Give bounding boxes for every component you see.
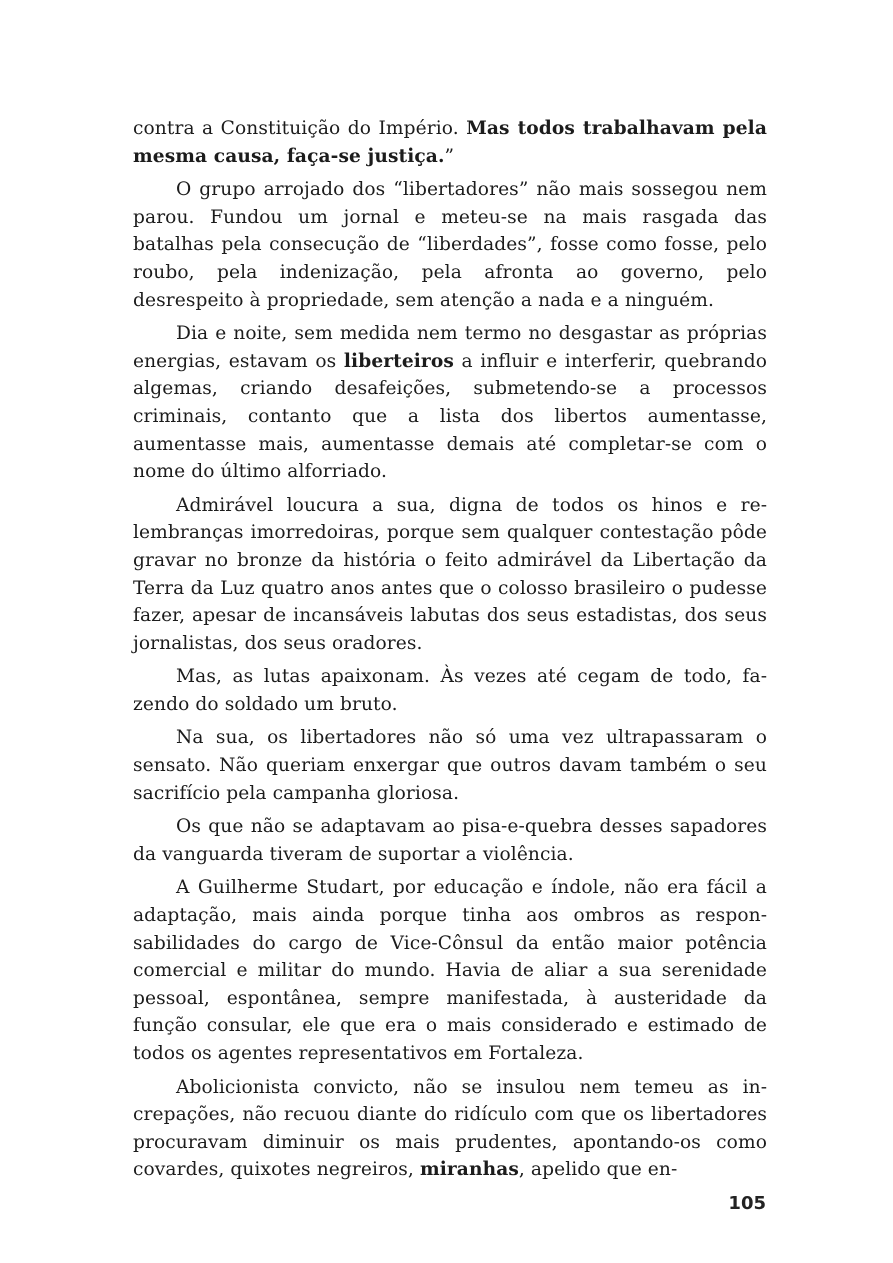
bold-run: Mas todos trabalhavam pela mesma causa, faça-se justiça. — [133, 118, 767, 167]
text-run: Abolicionista convicto, não se insulou nem temeu as increpações, não recuou diante do ridículo com que os libertadores procuravam diminuir os mais prudentes, apontando-os como covardes, quixotes negreiros, — [133, 1076, 767, 1181]
paragraph — [133, 663, 767, 718]
paragraph — [133, 176, 767, 314]
text-run: A Guilherme Studart, por educação e índole, não era fácil a adaptação, mais ainda porque tinha aos ombros as responsabilidades do cargo de Vice-Cônsul da então maior potência comercial e militar do mundo. Havia de aliar a sua serenidade pessoal, espontânea, sempre manifestada, à austeridade da função consular, ele que era o mais considerado e estimado de todos os agentes representativos em Fortaleza. — [133, 877, 767, 1064]
bold-run: miranhas — [419, 1159, 519, 1181]
paragraph — [133, 813, 767, 868]
paragraph — [133, 874, 767, 1067]
text-run: Admirável loucura a sua, digna de todos os hinos e relembranças imorredoiras, porque sem qualquer contestação pôde gravar no bronze da história o feito admirável da Libertação da Terra da Luz quatro anos antes que o colosso brasileiro o pudesse fazer, apesar de incansáveis labutas dos seus estadistas, dos seus jornalistas, dos seus oradores. — [133, 494, 767, 654]
body-text — [133, 115, 767, 1190]
page-number: 105 — [728, 1193, 766, 1214]
text-run: ” — [444, 145, 455, 167]
text-run: contra a Constituição do Império. — [133, 118, 467, 139]
paragraph — [133, 1074, 767, 1184]
bold-run: liberteiros — [343, 350, 454, 372]
text-run: Mas, as lutas apaixonam. Às vezes até cegam de todo, fazendo do soldado um bruto. — [133, 666, 767, 715]
text-run: Dia e noite, sem medida nem termo no desgastar as próprias energias, estavam os — [133, 323, 767, 372]
text-run: Na sua, os libertadores não só uma vez ultrapassaram o sensato. Não queriam enxergar que outros davam também o seu sacrifício pela campanha gloriosa. — [133, 727, 767, 804]
paragraph — [133, 320, 767, 486]
text-run: , apelido que en- — [518, 1159, 678, 1181]
paragraph — [133, 115, 767, 170]
paragraph — [133, 492, 767, 658]
text-run: a influir e interferir, quebrando algemas, criando desafeições, submetendo-se a processos criminais, contanto que a lista dos libertos aumentasse, aumentasse mais, aumentasse demais até completar-se com o nome do último alforriado. — [133, 350, 767, 483]
text-run: Os que não se adaptavam ao pisa-e-quebra desses sapadores da vanguarda tiveram de suportar a violência. — [133, 816, 767, 865]
text-run: O grupo arrojado dos “libertadores” não mais sossegou nem parou. Fundou um jornal e meteu-se na mais rasgada das batalhas pela consecução de “liberdades”, fosse como fosse, pelo roubo, pela indenização, pela afronta ao governo, pelo desrespeito à propriedade, sem atenção a nada e a ninguém. — [133, 179, 767, 311]
paragraph — [133, 724, 767, 807]
